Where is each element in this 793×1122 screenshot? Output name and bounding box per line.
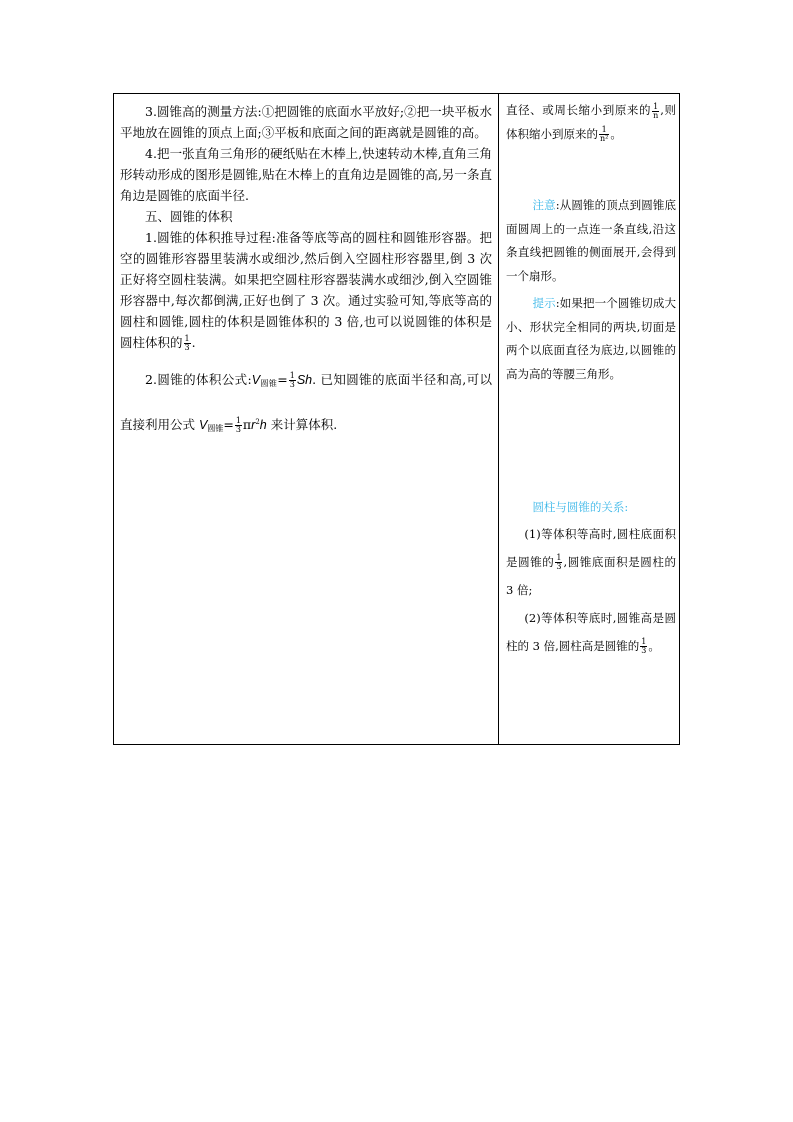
paragraph-right-triangle-rotation: 4.把一张直角三角形的硬纸贴在木棒上,快速转动木棒,直角三角形转动形成的图形是圆锥,贴在木棒上的直角边是圆锥的高,另一条直角边是圆锥的底面半径.: [120, 146, 492, 203]
fraction-one-over-n: $\frac{1}{n}$: [653, 101, 659, 120]
note-scaling: 直径、或周长缩小到原来的 $\frac{1}{n}$ ,则体积缩小到原来的 $\frac{1}{\text{n²}}$ 。: [506, 101, 677, 143]
fraction-one-over-n-squared: $\frac{1}{\text{n²}}$: [600, 125, 609, 143]
relation-equal-volume-base: (2)等体积等底时,圆锥高是圆柱的 3 倍,圆柱高是圆锥的 $\frac{1}{3}$ 。: [506, 610, 676, 655]
note-tip: 提示:如果把一个圆锥切成大小、形状完全相同的两块,切面是两个以底面直径为底边,以圆锥的高为高的等腰三角形。: [506, 296, 676, 381]
tip-label: 提示: [532, 296, 556, 310]
paragraph-volume-formula: 2.圆锥的体积公式$:V_{圆锥}=$ $\frac{1}{3}$ Sh. 已知圆锥的底面半径和高,可以直接利用公式 $V_{圆锥}=$ $\frac{1}{3}$ $\pi r^2h$ 来计算体积.: [120, 371, 493, 434]
side-notes-column: [506, 99, 676, 660]
fraction-one-third: $\frac{1}{3}$: [289, 371, 295, 389]
column-divider: [498, 94, 499, 744]
section-heading: 五、圆锥的体积: [145, 209, 233, 224]
fraction-one-third: $\frac{1}{3}$: [235, 416, 241, 434]
fraction-one-third: $\frac{1}{3}$: [184, 334, 190, 352]
relation-title: 圆柱与圆锥的关系:: [532, 500, 629, 514]
fraction-one-third: $\frac{1}{3}$: [641, 637, 647, 655]
paragraph-volume-derivation: 1.圆锥的体积推导过程:准备等底等高的圆柱和圆锥形容器。把空的圆锥形容器里装满水或细沙,然后倒入空圆柱形容器里,倒 3 次正好将空圆柱装满。如果把空圆柱形容器装满水或细沙,倒入空圆锥形容器中,每次都倒满,正好也倒了 3 次。通过实验可知,等底等高的圆柱和圆锥,圆柱的体积是圆锥体积的 3 倍,也可以说圆锥的体积是圆柱体积的 $\frac{1}{3}$ .: [120, 230, 492, 352]
attention-label: 注意: [532, 198, 556, 212]
note-attention: 注意:从圆锥的顶点到圆锥底面圆周上的一点连一条直线,沿这条直线把圆锥的侧面展开,会得到一个扇形。: [506, 198, 676, 283]
relation-equal-volume-height: (1)等体积等高时,圆柱底面积是圆锥的 $\frac{1}{3}$ ,圆锥底面积是圆柱的 3 倍;: [506, 526, 677, 597]
content-table: [113, 93, 680, 745]
main-column: [120, 101, 492, 448]
fraction-one-third: $\frac{1}{3}$: [556, 553, 562, 571]
paragraph-cone-height-measure: 3.圆锥高的测量方法:①把圆锥的底面水平放好;②把一块平板水平地放在圆锥的顶点上面;③平板和底面之间的距离就是圆锥的高。: [120, 104, 492, 140]
